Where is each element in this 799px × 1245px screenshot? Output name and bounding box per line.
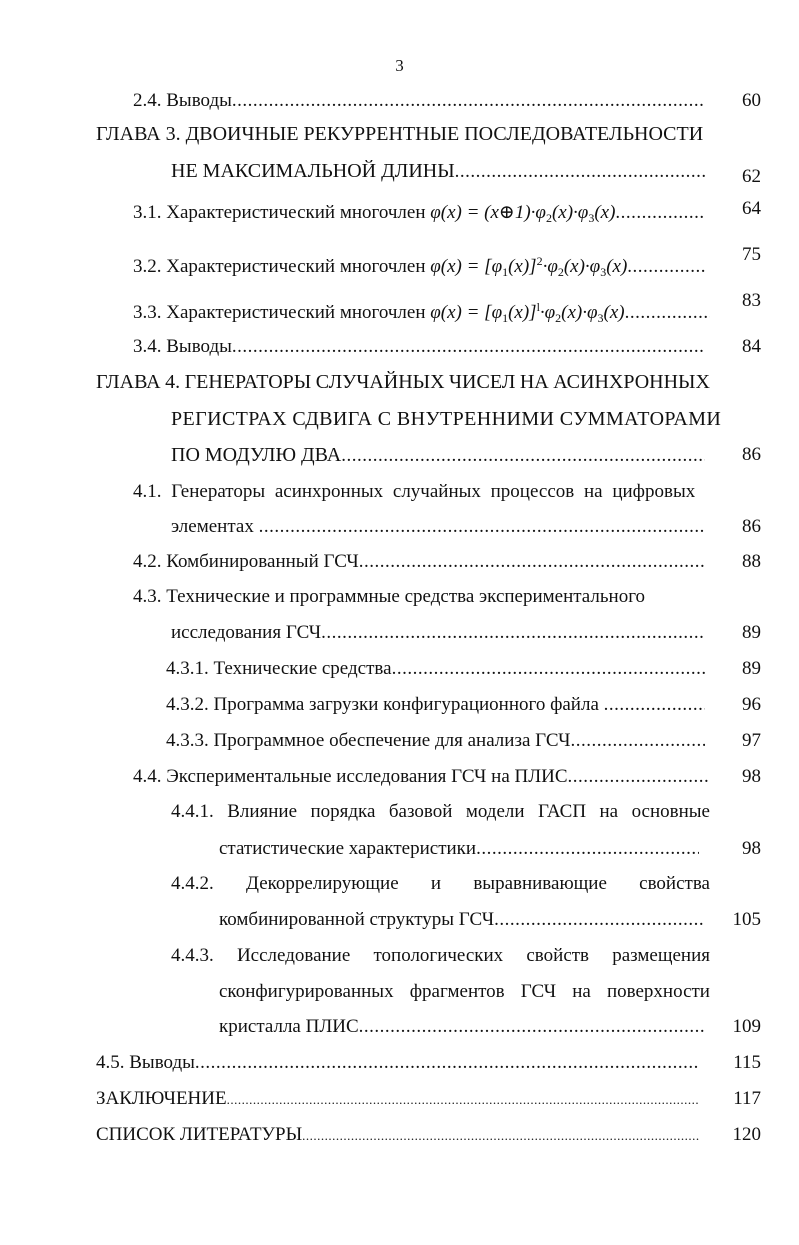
toc-entry-4-4-3-line3 (0, 1012, 799, 1042)
toc-title: комбинированной структуры ГСЧ (219, 909, 495, 930)
toc-title: 4.1. Генераторы асинхронных случайных процессов на цифровых (133, 481, 696, 502)
toc-title: РЕГИСТРАХ СДВИГА С ВНУТРЕННИМИ СУММАТОРАМИ (171, 408, 722, 430)
toc-page: 89 (742, 622, 761, 643)
toc-title: 4.3. Технические и программные средства экспериментального (133, 586, 646, 607)
toc-entry-4-4-1-line1 (0, 797, 799, 827)
toc-entry-4-4-3-line2 (0, 977, 799, 1007)
toc-title: 3.1. Характеристический многочлен (133, 202, 426, 223)
toc-page: 86 (742, 516, 761, 537)
toc-title: НЕ МАКСИМАЛЬНОЙ ДЛИНЫ (171, 160, 455, 182)
toc-entry-3-3 (0, 292, 799, 322)
toc-page: 89 (742, 658, 761, 679)
toc-title: 4.2. Комбинированный ГСЧ (133, 551, 359, 572)
toc-entry-4-3-line1 (0, 582, 799, 612)
toc-title: ПО МОДУЛЮ ДВА (171, 444, 342, 466)
toc-title: 4.3.1. Технические средства (166, 658, 392, 679)
toc-title: 4.3.2. Программа загрузки конфигурационного файла (166, 694, 599, 715)
toc-title: 4.4.2. Декоррелирующие и выравнивающие свойства (171, 873, 710, 894)
toc-page: 64 (742, 198, 761, 219)
toc-title: ЗАКЛЮЧЕНИЕ (96, 1088, 227, 1109)
toc-title: 3.4. Выводы (133, 336, 232, 357)
toc-title: 4.3.3. Программное обеспечение для анализа ГСЧ (166, 730, 571, 751)
toc-title: статистические характеристики (219, 838, 477, 859)
toc-page: 96 (742, 694, 761, 715)
toc-title: кристалла ПЛИС (219, 1016, 359, 1037)
toc-page: 105 (732, 909, 761, 930)
toc-formula: $\varphi(x) = (x\oplus 1)\cdot\varphi_2(x)\cdot\varphi_3(x)$ (430, 202, 616, 225)
toc-entry-4-3-1 (0, 654, 799, 684)
toc-page: 84 (742, 336, 761, 357)
toc-page: 86 (742, 444, 761, 465)
page-number: 3 (395, 56, 404, 75)
toc-entry-4-3-2 (0, 690, 799, 720)
toc-title: ГЛАВА 3. ДВОИЧНЫЕ РЕКУРРЕНТНЫЕ ПОСЛЕДОВАТЕЛЬНОСТИ (96, 123, 704, 145)
toc-title: 4.5. Выводы (96, 1052, 195, 1073)
toc-title: 4.4.3. Исследование топологических свойств размещения (171, 945, 710, 966)
toc-title: 3.2. Характеристический многочлен (133, 256, 426, 276)
toc-entry-4-4-3-line1 (0, 941, 799, 971)
toc-formula: $\varphi(x) = [\varphi_1(x)]^l\cdot\varphi_2(x)\cdot\varphi_3(x)$ (430, 300, 625, 322)
toc-page: 117 (733, 1088, 761, 1109)
toc-chapter-3-line1 (0, 119, 799, 149)
toc-entry-4-4-1-line2 (0, 834, 799, 864)
toc-entry-4-4-2-line1 (0, 869, 799, 899)
toc-entry-4-3-3 (0, 726, 799, 756)
toc-chapter-4-line2 (0, 404, 799, 434)
toc-page: 60 (742, 90, 761, 111)
toc-page: 120 (732, 1124, 761, 1145)
toc-entry-2-4 (0, 86, 799, 116)
toc-entry-3-4 (0, 332, 799, 362)
toc-page: 98 (742, 838, 761, 859)
toc-entry-4-1-line2 (0, 512, 799, 542)
toc-entry-4-5 (0, 1048, 799, 1078)
toc-entry-references (0, 1120, 799, 1150)
toc-entry-3-2 (0, 246, 799, 276)
toc-title: 2.4. Выводы (133, 90, 232, 111)
toc-title: СПИСОК ЛИТЕРАТУРЫ (96, 1124, 303, 1145)
toc-page: 97 (742, 730, 761, 751)
toc-page: 98 (742, 766, 761, 787)
toc-page: 83 (742, 290, 761, 311)
toc-page: 88 (742, 551, 761, 572)
toc-entry-4-4-2-line2 (0, 905, 799, 935)
toc-page: 75 (742, 244, 761, 265)
toc-entry-4-2 (0, 547, 799, 577)
toc-entry-conclusion (0, 1084, 799, 1114)
toc-entry-4-4 (0, 762, 799, 792)
toc-title: исследования ГСЧ (171, 622, 322, 643)
toc-page: 109 (732, 1016, 761, 1037)
toc-chapter-4-line3 (0, 440, 799, 470)
toc-entry-4-3-line2 (0, 618, 799, 648)
toc-title: ГЛАВА 4. ГЕНЕРАТОРЫ СЛУЧАЙНЫХ ЧИСЕЛ НА АСИНХРОННЫХ (96, 371, 710, 393)
toc-entry-3-1 (0, 198, 799, 228)
toc-title: элементах (171, 516, 254, 537)
toc-page: 115 (733, 1052, 761, 1073)
toc-page: 62 (742, 166, 761, 187)
toc-chapter-4-line1 (0, 367, 799, 397)
toc-title: сконфигурированных фрагментов ГСЧ на поверхности (219, 981, 710, 1002)
toc-chapter-3-line2 (0, 156, 799, 186)
toc-title: 4.4.1. Влияние порядка базовой модели ГАСП на основные (171, 801, 710, 822)
toc-title: 4.4. Экспериментальные исследования ГСЧ на ПЛИС (133, 766, 568, 787)
toc-entry-4-1-line1 (0, 477, 799, 507)
toc-title: 3.3. Характеристический многочлен (133, 302, 426, 322)
toc-formula: $\varphi(x) = [\varphi_1(x)]^2\cdot\varphi_2(x)\cdot\varphi_3(x)$ (430, 254, 628, 276)
